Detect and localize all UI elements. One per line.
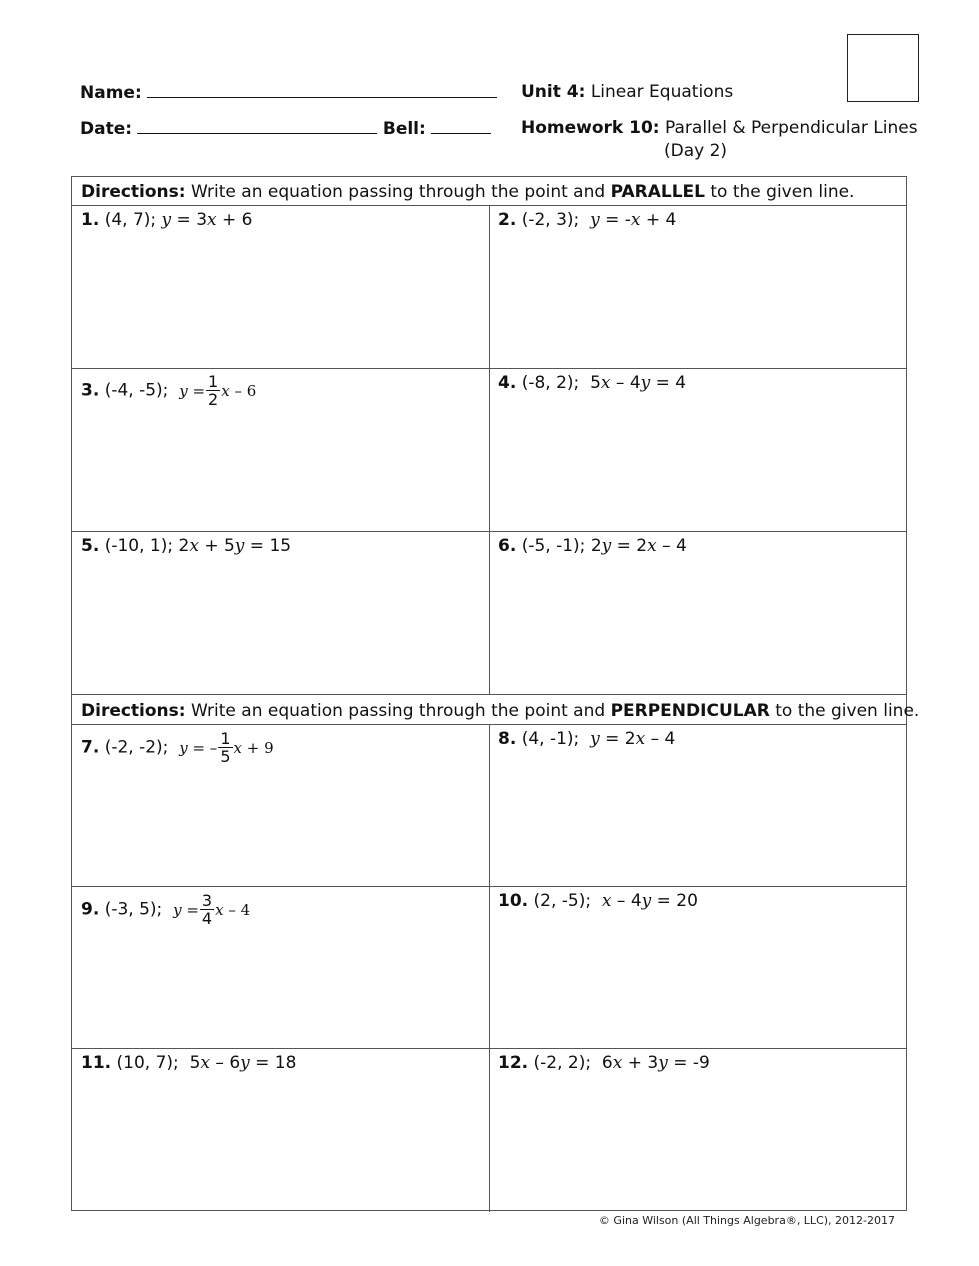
problem-number: 8. xyxy=(498,729,517,749)
problem-5 xyxy=(81,536,291,556)
problem-9 xyxy=(81,892,250,927)
problem-4 xyxy=(498,373,686,393)
date-field[interactable] xyxy=(80,118,491,139)
unit-title xyxy=(521,82,733,102)
name-line[interactable] xyxy=(147,82,497,98)
bell-label: Bell: xyxy=(382,119,426,139)
directions-keyword: PERPENDICULAR xyxy=(610,701,770,721)
directions-keyword: PARALLEL xyxy=(610,182,705,202)
problem-10 xyxy=(498,891,698,911)
problem-point: (10, 7); xyxy=(116,1053,179,1073)
date-line[interactable] xyxy=(137,118,377,134)
problem-number: 11. xyxy=(81,1053,112,1073)
problem-point: (-2, -2); xyxy=(104,737,169,758)
directions-lead: Directions: xyxy=(81,701,186,721)
problem-equation: y = $\frac{3}{4}$ x – 4 xyxy=(173,891,251,928)
problem-equation: y = – $\frac{1}{5}$ x + 9 xyxy=(179,729,274,766)
problem-number: 10. xyxy=(498,891,529,911)
problem-equation: 2y = 2x – 4 xyxy=(590,536,687,556)
problem-number: 7. xyxy=(81,737,100,758)
score-box[interactable] xyxy=(847,34,919,102)
directions-text: to the given line. xyxy=(704,182,855,202)
problem-8 xyxy=(498,729,675,749)
problem-point: (-10, 1); xyxy=(104,536,174,556)
directions-parallel xyxy=(81,182,854,202)
problem-number: 6. xyxy=(498,536,517,556)
homework-label: Homework 10: xyxy=(521,118,660,138)
problem-equation: y = $\frac{1}{2}$ x – 6 xyxy=(179,372,257,409)
homework-title xyxy=(521,118,918,138)
problem-number: 4. xyxy=(498,373,517,393)
problem-7 xyxy=(81,730,274,765)
worksheet-grid xyxy=(71,176,920,1211)
directions-text: Write an equation passing through the point and xyxy=(185,182,611,202)
name-label: Name: xyxy=(80,83,142,103)
problem-12 xyxy=(498,1053,710,1073)
problem-number: 9. xyxy=(81,899,100,920)
unit-label: Unit 4: xyxy=(521,82,586,102)
problem-1 xyxy=(81,210,253,230)
problem-3 xyxy=(81,373,256,408)
name-field[interactable] xyxy=(80,82,497,103)
problem-11 xyxy=(81,1053,296,1073)
column-divider xyxy=(489,724,490,1212)
problem-equation: 5x – 6y = 18 xyxy=(189,1053,297,1073)
problem-number: 12. xyxy=(498,1053,529,1073)
problem-equation: 5x – 4y = 4 xyxy=(590,373,687,393)
problem-equation: x – 4y = 20 xyxy=(601,891,698,911)
problem-point: (-3, 5); xyxy=(104,899,163,920)
problem-number: 3. xyxy=(81,380,100,401)
problem-point: (4, -1); xyxy=(521,729,580,749)
problem-number: 5. xyxy=(81,536,100,556)
problem-point: (-2, 3); xyxy=(521,210,580,230)
problem-equation: 2x + 5y = 15 xyxy=(178,536,292,556)
directions-text: to the given line. xyxy=(769,701,920,721)
problem-number: 1. xyxy=(81,210,100,230)
problem-point: (-5, -1); xyxy=(521,536,586,556)
problem-equation: y = 2x – 4 xyxy=(590,729,676,749)
problem-equation: y = -x + 4 xyxy=(590,210,677,230)
directions-lead: Directions: xyxy=(81,182,186,202)
problem-point: (-4, -5); xyxy=(104,380,169,401)
unit-name: Linear Equations xyxy=(590,82,734,102)
directions-perpendicular xyxy=(81,701,919,721)
problem-number: 2. xyxy=(498,210,517,230)
problem-2 xyxy=(498,210,676,230)
homework-day: (Day 2) xyxy=(664,141,728,161)
problem-6 xyxy=(498,536,687,556)
date-label: Date: xyxy=(80,119,133,139)
directions-text: Write an equation passing through the point and xyxy=(185,701,611,721)
copyright-footer: © Gina Wilson (All Things Algebra®, LLC), 2012-2017 xyxy=(598,1214,895,1227)
column-divider xyxy=(489,205,490,694)
problem-equation: 6x + 3y = -9 xyxy=(601,1053,710,1073)
problem-point: (4, 7); xyxy=(104,210,157,230)
problem-equation: y = 3x + 6 xyxy=(161,210,253,230)
problem-point: (2, -5); xyxy=(533,891,592,911)
problem-point: (-8, 2); xyxy=(521,373,580,393)
problem-point: (-2, 2); xyxy=(533,1053,592,1073)
bell-line[interactable] xyxy=(431,118,491,134)
divider xyxy=(72,694,906,695)
homework-name: Parallel & Perpendicular Lines xyxy=(665,118,918,138)
